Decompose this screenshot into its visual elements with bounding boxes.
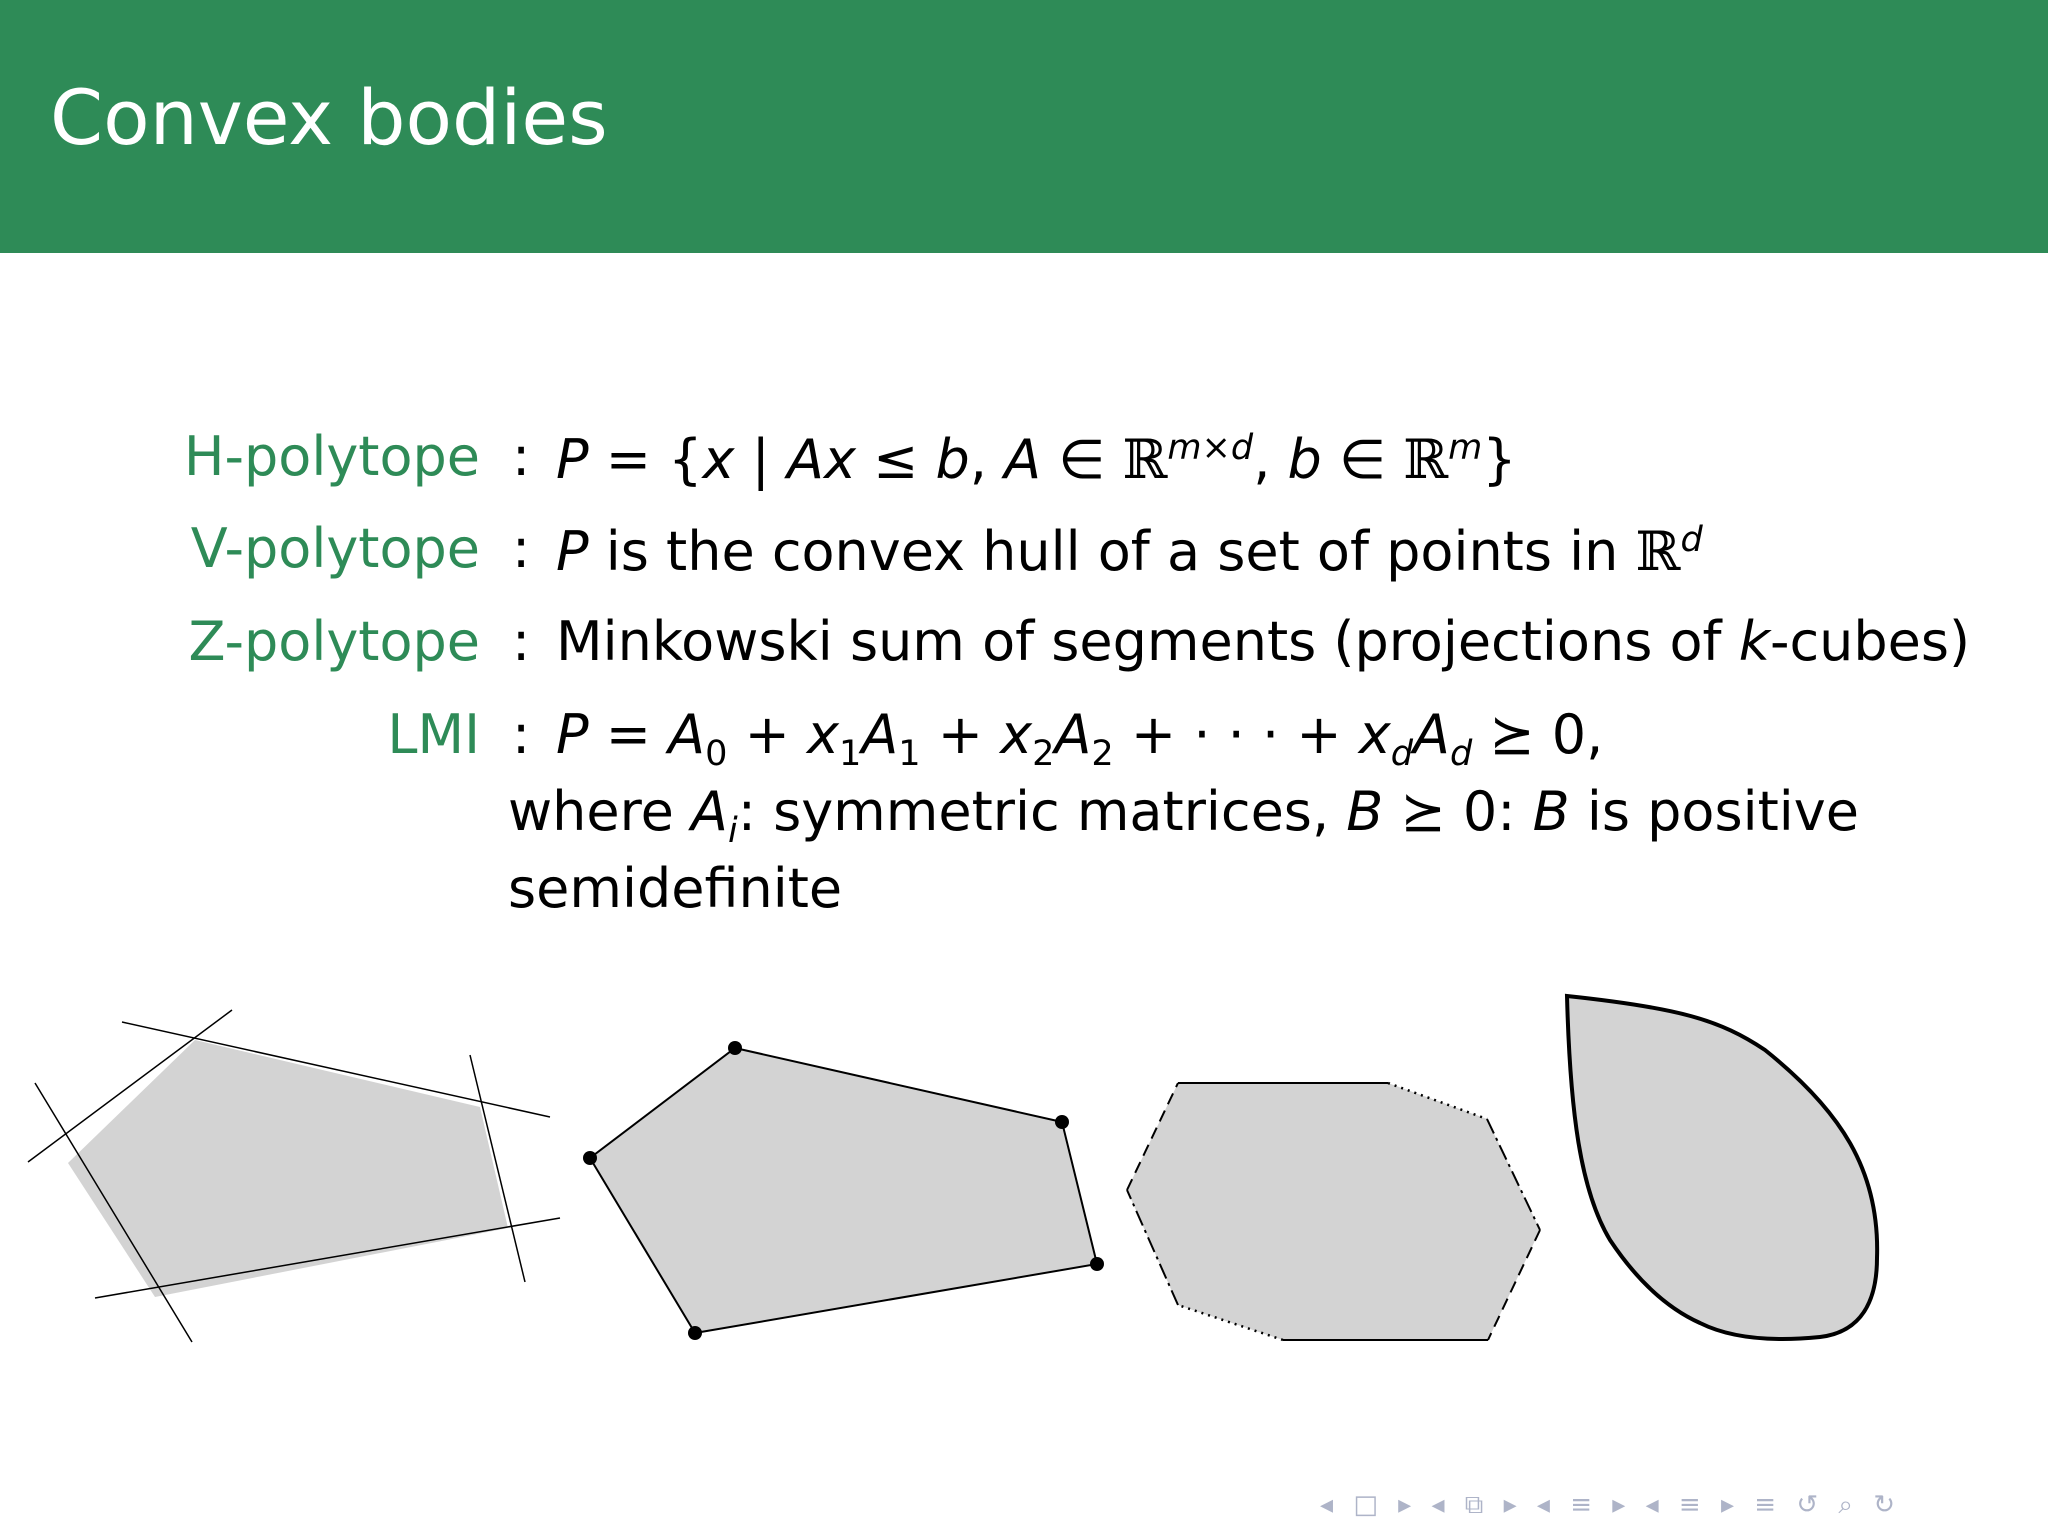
math-eq: = {	[588, 428, 703, 491]
math-a1: A	[861, 703, 899, 766]
math-p: P	[556, 703, 589, 766]
math-plus: +	[920, 703, 1001, 766]
math-x1: x	[807, 703, 839, 766]
math-reals: ℝ	[1635, 520, 1681, 583]
math-a0: A	[668, 703, 706, 766]
beamer-navigation[interactable]: ◂ □ ▸ ◂ ⧉ ▸ ◂ ≡ ▸ ◂ ≡ ▸ ≡ ↺ ⌕ ↻	[1320, 1490, 1901, 1520]
math-close-brace: }	[1482, 428, 1517, 491]
slide-title: Convex bodies	[50, 73, 608, 162]
v-polytope-shape	[590, 1048, 1097, 1333]
math-sub-2: 2	[1032, 732, 1055, 774]
math-ax: Ax	[787, 428, 856, 491]
math-p: P	[556, 520, 589, 583]
colon-lmi: :	[512, 703, 531, 766]
where-end: is positive	[1569, 780, 1859, 843]
z-text-2: -cubes)	[1769, 610, 1971, 673]
lmi-where-line	[508, 780, 1859, 851]
math-sub-1: 1	[838, 732, 862, 774]
math-x2: x	[1000, 703, 1033, 766]
math-comma: ,	[969, 428, 1005, 491]
math-b: B	[1346, 780, 1384, 843]
lmi-semidefinite-line: semidefinite	[508, 857, 843, 920]
math-in: ∈	[1321, 428, 1404, 491]
definition-h-polytope	[556, 427, 1517, 491]
math-b: b	[935, 428, 970, 491]
colon-z: :	[512, 610, 531, 673]
v-polytope-figure	[583, 1041, 1104, 1340]
math-sub-d: d	[1390, 732, 1413, 774]
where-mid: : symmetric matrices,	[737, 780, 1347, 843]
vertex-point	[688, 1326, 702, 1340]
math-sub-d: d	[1449, 732, 1473, 774]
math-xd: x	[1358, 703, 1391, 766]
term-v-polytope: V-polytope	[190, 517, 480, 580]
colon-v: :	[512, 517, 531, 580]
math-p: P	[556, 428, 589, 491]
definition-lmi	[556, 703, 1604, 774]
spectrahedron-shape	[1567, 996, 1877, 1339]
vertex-point	[1055, 1115, 1069, 1129]
math-x: x	[702, 428, 735, 491]
z-text-1: Minkowski sum of segments (projections of	[556, 610, 1739, 673]
term-lmi: LMI	[387, 703, 480, 766]
math-plus: +	[727, 703, 808, 766]
math-b: b	[1287, 428, 1322, 491]
math-sub-2: 2	[1091, 732, 1114, 774]
definition-z-polytope	[556, 610, 1971, 673]
z-polytope-shape	[1127, 1083, 1540, 1340]
math-eq: =	[588, 703, 669, 766]
math-comma: ,	[1253, 428, 1288, 491]
v-text: is the convex hull of a set of points in	[588, 520, 1636, 583]
math-ai: A	[691, 780, 728, 843]
math-bar: |	[734, 428, 788, 491]
math-a2: A	[1054, 703, 1092, 766]
math-sup-d: d	[1680, 519, 1703, 560]
vertex-point	[583, 1151, 597, 1165]
math-b: B	[1532, 780, 1570, 843]
math-a: A	[1004, 428, 1042, 491]
math-sub-0: 0	[705, 732, 728, 774]
math-le: ≤	[855, 428, 936, 491]
math-k: k	[1738, 610, 1770, 673]
math-succeq: ⪰ 0:	[1383, 780, 1533, 843]
z-polytope-figure	[1127, 1083, 1540, 1340]
math-succeq-zero: ⪰ 0,	[1472, 703, 1604, 766]
definition-v-polytope	[556, 519, 1703, 583]
vertex-point	[1090, 1257, 1104, 1271]
title-bar	[0, 0, 2048, 253]
figures	[0, 990, 2048, 1390]
lmi-figure	[1567, 996, 1877, 1339]
math-in: ∈	[1041, 428, 1123, 491]
math-sup-mxd: m×d	[1167, 427, 1254, 468]
colon-h: :	[512, 425, 531, 488]
where-text: where	[508, 780, 692, 843]
math-reals: ℝ	[1403, 428, 1449, 491]
math-dots: + · · · +	[1113, 703, 1359, 766]
h-polytope-shape	[68, 1040, 508, 1297]
term-z-polytope: Z-polytope	[188, 610, 480, 673]
math-sup-m: m	[1448, 427, 1483, 468]
math-reals: ℝ	[1122, 428, 1168, 491]
math-ad: A	[1412, 703, 1450, 766]
term-h-polytope: H-polytope	[183, 425, 480, 488]
h-polytope-figure	[28, 1010, 560, 1342]
vertex-point	[728, 1041, 742, 1055]
math-sub-1: 1	[898, 732, 921, 774]
math-sub-i: i	[727, 809, 738, 851]
